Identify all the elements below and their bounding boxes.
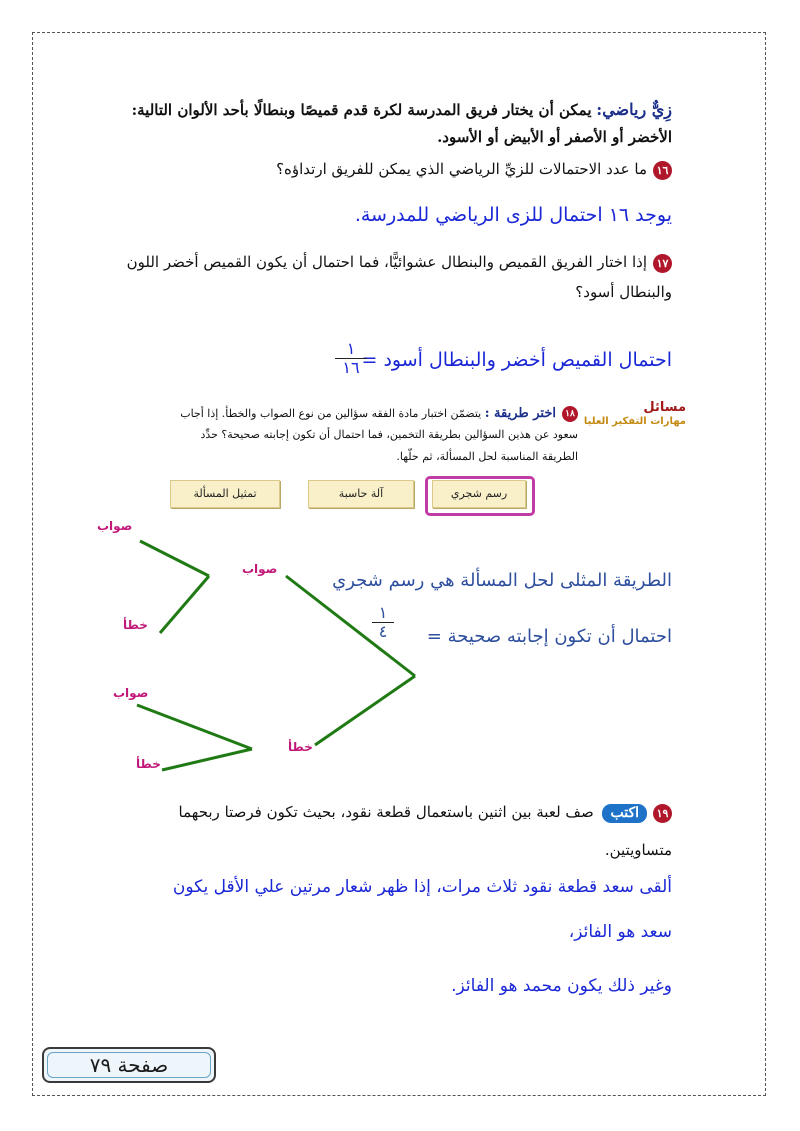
tree-label-wrong: خطأ [136,757,161,771]
answer-17-text: احتمال القميص أخضر والبنطال أسود = [361,349,672,371]
question-19-line-1 [179,803,672,823]
question-number-19: ١٩ [653,804,672,823]
answer-18-method: الطريقة المثلى لحل المسألة هي رسم شجري [332,570,672,591]
answer-18-fraction [372,604,394,641]
intro-line-2: الأخضر أو الأصفر أو الأبيض أو الأسود. [437,128,672,146]
answer-16: يوجد ١٦ احتمال للزى الرياضي للمدرسة. [354,204,672,226]
question-18-text-3: الطريقة المناسبة لحل المسألة، ثم حلّها. [396,450,578,463]
tree-branch [140,541,209,576]
question-18-text-2: سعود عن هذين السؤالين بطريقة التخمين، فما احتمال أن تكون إجابته صحيحة؟ حدِّد [200,428,578,441]
tree-label-wrong: خطأ [288,740,313,754]
fraction-numerator: ١ [346,339,356,358]
section-title: مسائل [643,400,686,415]
write-badge: اكتب [602,804,647,823]
tree-label-correct: صواب [242,562,278,576]
answer-19-line-3: وغير ذلك يكون محمد هو الفائز. [451,976,672,996]
question-number-18: ١٨ [562,406,578,422]
fraction-denominator: ٤ [372,622,394,641]
answer-19-line-1: ألقى سعد قطعة نقود ثلاث مرات، إذا ظهر شعار مرتين علي الأقل يكون [172,877,672,897]
tree-label-correct: صواب [97,519,133,533]
page-number: صفحة ٧٩ [89,1053,169,1077]
intro-text-1: يمكن أن يختار فريق المدرسة لكرة قدم قميصًا وبنطالًا بأحد الألوان التالية: [131,101,592,119]
option-calculator[interactable]: آلة حاسبة [308,480,414,508]
question-19-text-2: متساويتين. [604,841,672,859]
tree-branch [160,576,209,633]
section-subtitle: مهارات التفكير العليا [583,416,686,427]
tree-branch [137,705,252,749]
question-16-text: ما عدد الاحتمالات للزيِّ الرياضي الذي يمكن للفريق ارتداؤه؟ [276,160,647,178]
question-number-16: ١٦ [653,161,672,180]
question-17-text-1: إذا اختار الفريق القميص والبنطال عشوائيًّا، فما احتمال أن يكون القميص أخضر اللون [126,253,647,271]
answer-18-probability: احتمال أن تكون إجابته صحيحة = [426,626,672,647]
page-number-box [42,1047,216,1083]
question-18-text-1: يتضمّن اختبار مادة الفقه سؤالين من نوع الصواب والخطأ. إذا أجاب [180,407,482,420]
tree-label-wrong: خطأ [123,618,148,632]
question-17-text-2: والبنطال أسود؟ [575,283,672,301]
option-act-it-out[interactable]: تمثيل المسألة [170,480,280,508]
fraction-numerator: ١ [378,603,388,622]
option-tree-diagram[interactable]: رسم شجري [432,480,526,508]
intro-label: زِيٌّ رياضي: [596,100,672,119]
tree-label-correct: صواب [113,686,149,700]
tree-branch [315,676,415,745]
tree-branch [286,576,415,676]
fraction-denominator: ١٦ [335,358,367,377]
question-18-label: اختر طريقة : [484,406,556,421]
tree-branch [162,749,252,770]
question-number-17: ١٧ [653,254,672,273]
answer-19-line-2: سعد هو الفائز، [568,922,672,942]
question-19-text-1: صف لعبة بين اثنين باستعمال قطعة نقود، بحيث تكون فرصتا ربحهما [178,803,594,821]
